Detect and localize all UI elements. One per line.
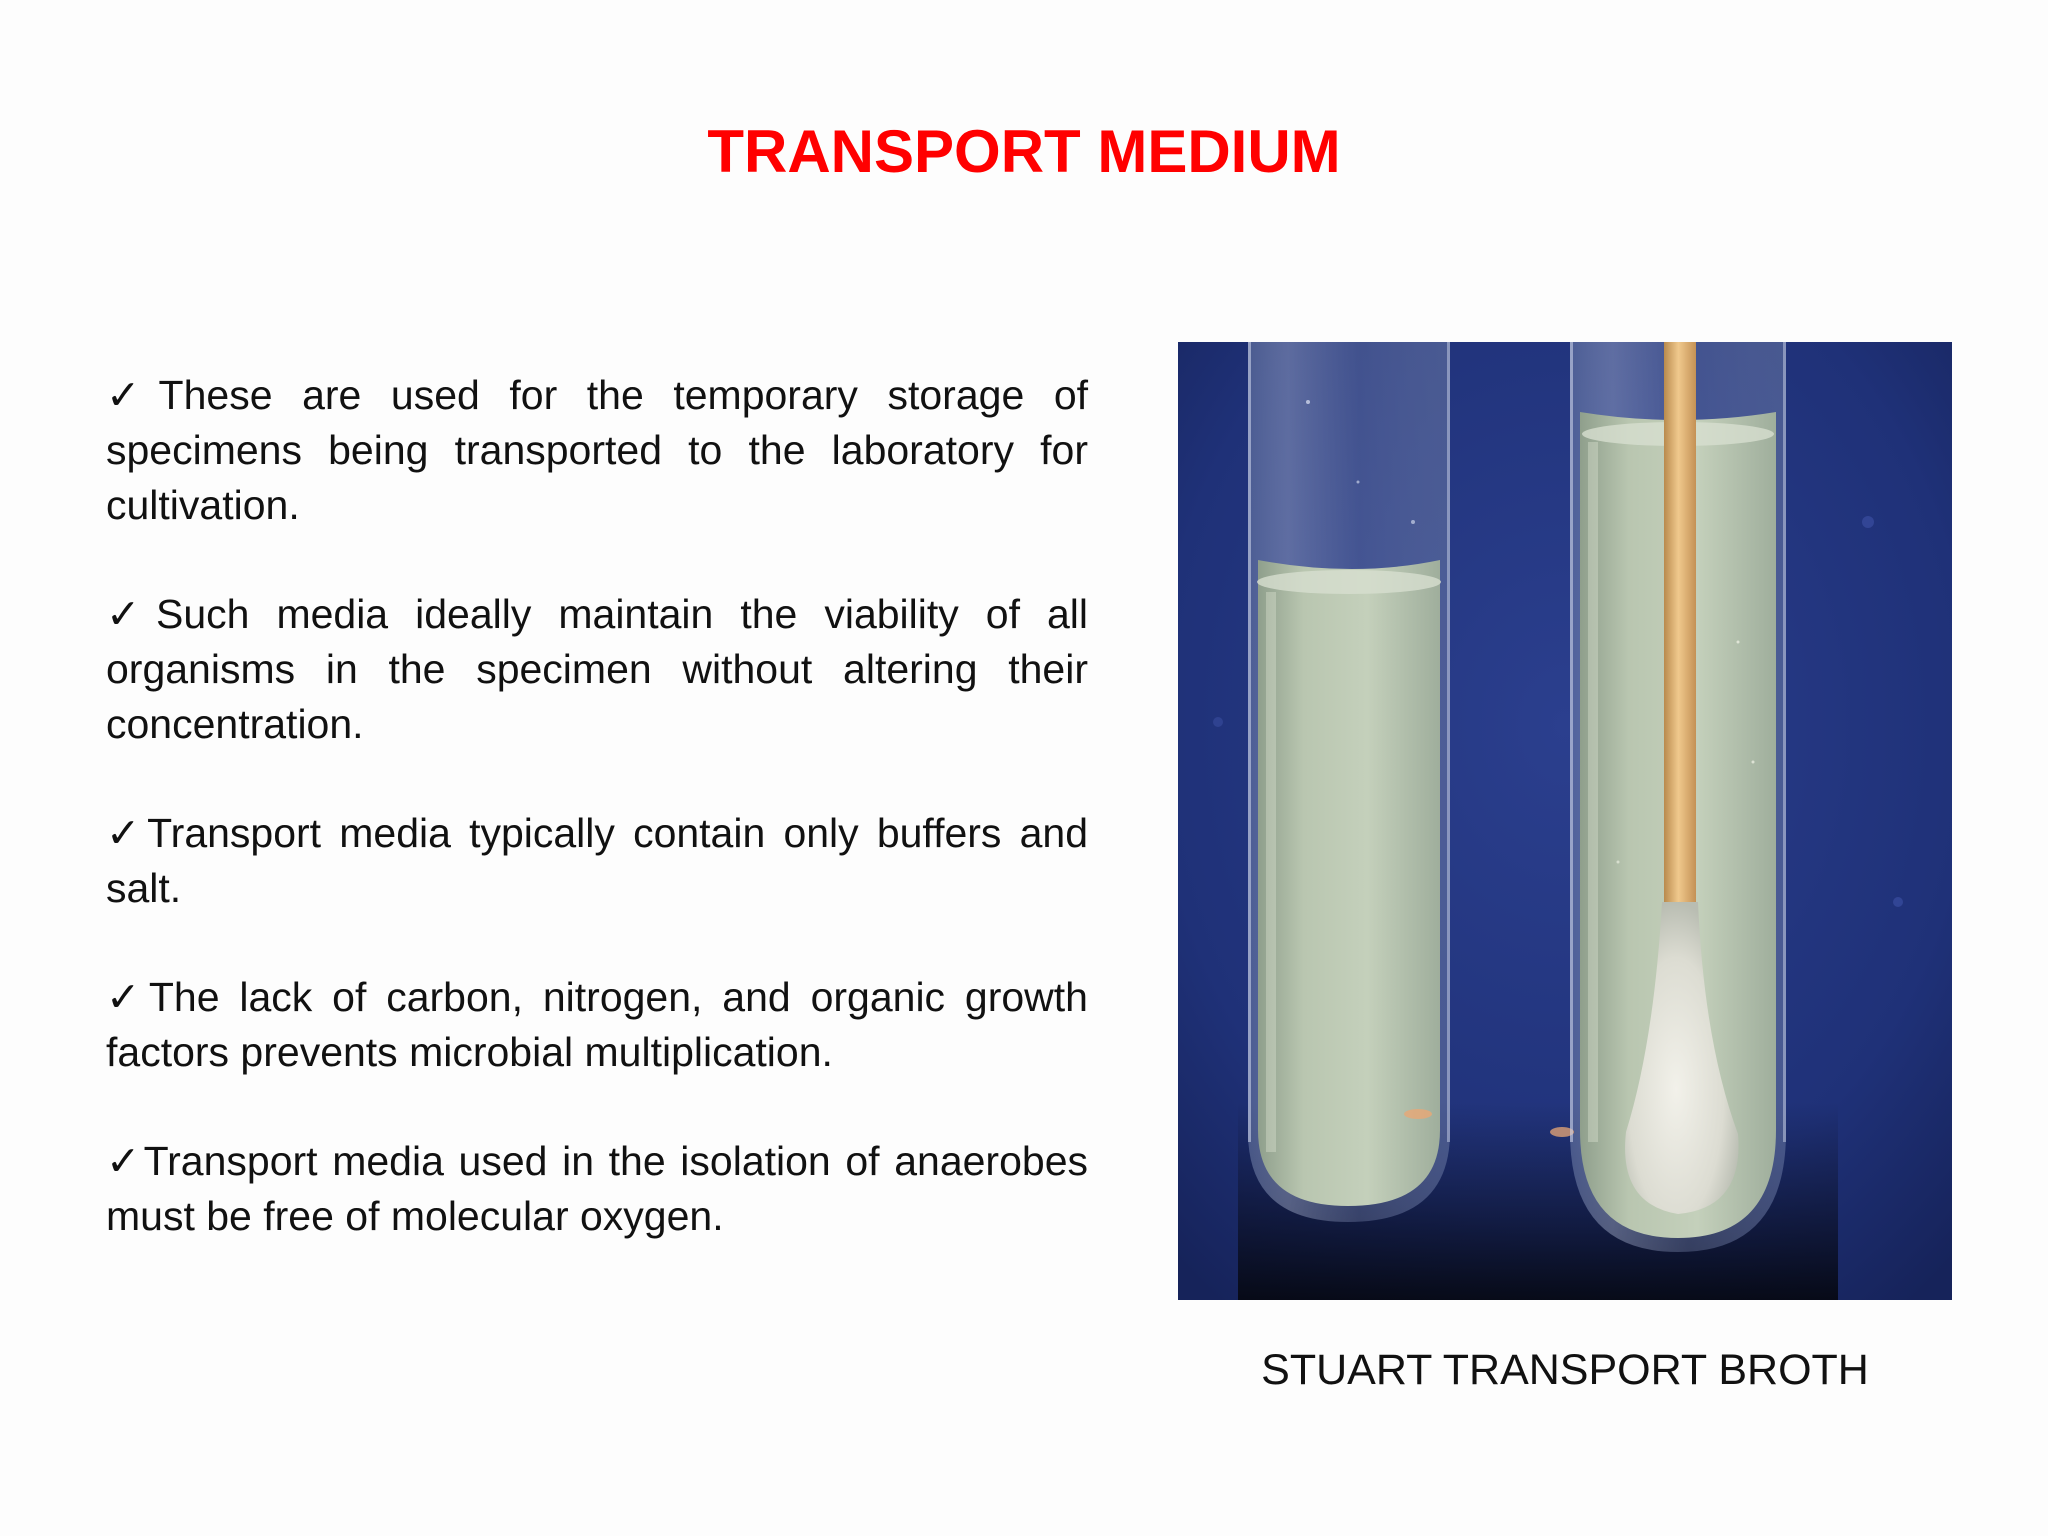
bullet-text: The lack of carbon, nitrogen, and organic growth factors prevents microbial multiplication. xyxy=(106,974,1088,1075)
bullet-text: Transport media typically contain only buffers and salt. xyxy=(106,810,1088,911)
bullet-list xyxy=(106,368,1088,1298)
test-tubes-photo xyxy=(1178,342,1952,1300)
bullet-item xyxy=(106,587,1088,752)
check-icon: ✓ xyxy=(106,974,149,1020)
bullet-item xyxy=(106,970,1088,1080)
check-icon: ✓ xyxy=(106,591,156,637)
check-icon: ✓ xyxy=(106,372,159,418)
slide-title: TRANSPORT MEDIUM xyxy=(707,118,1341,185)
bullet-item xyxy=(106,806,1088,916)
bullet-text: Such media ideally maintain the viability of all organisms in the specimen without altering their concentration. xyxy=(106,591,1089,747)
check-icon: ✓ xyxy=(106,1138,144,1184)
check-icon: ✓ xyxy=(106,810,148,856)
bullet-text: These are used for the temporary storage of specimens being transported to the laboratory for cultivation. xyxy=(106,372,1089,528)
bullet-text: Transport media used in the isolation of anaerobes must be free of molecular oxygen. xyxy=(106,1138,1088,1239)
bullet-item xyxy=(106,368,1088,533)
test-tubes-illustration xyxy=(1178,342,1952,1300)
bullet-item xyxy=(106,1134,1088,1244)
figure-caption: STUART TRANSPORT BROTH xyxy=(1261,1346,1869,1394)
